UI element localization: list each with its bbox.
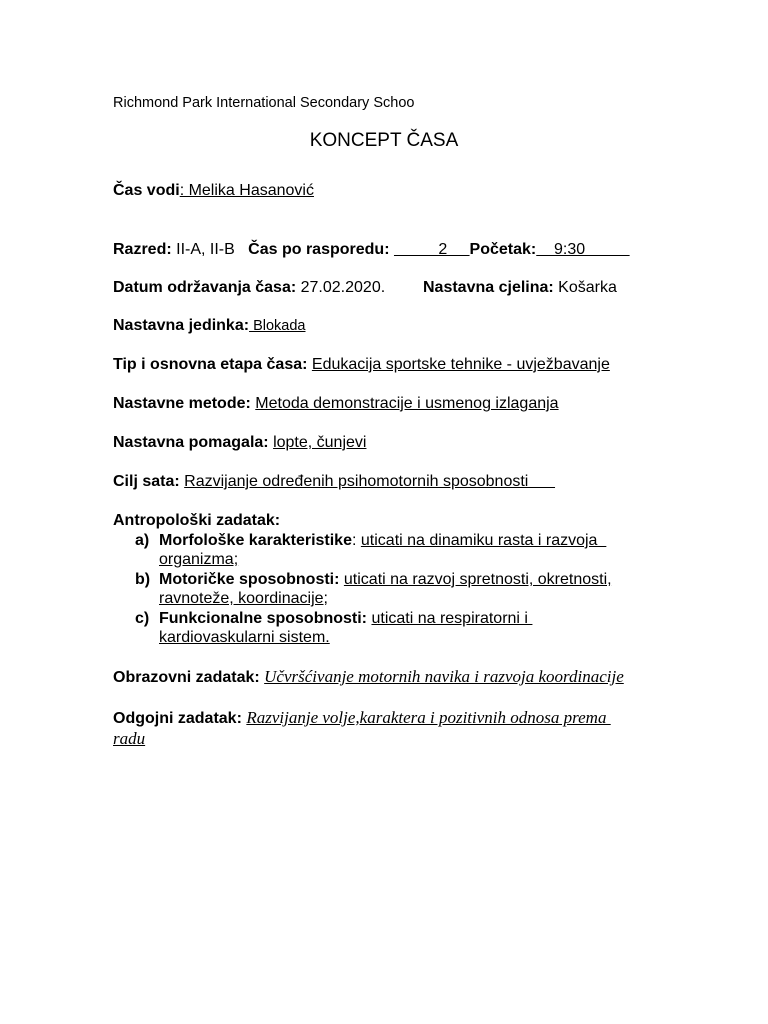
anthropological-heading: Antropološki zadatak: [113, 512, 281, 529]
upbringing-row-cont [113, 729, 145, 750]
start-value: 9:30 [536, 241, 630, 258]
item-value: uticati na respiratorni i [371, 610, 533, 627]
goal-value: Razvijanje određenih psihomotornih sposobnosti [184, 473, 556, 490]
item-value: uticati na razvoj spretnosti, okretnosti, [343, 571, 612, 588]
unit-row [423, 278, 617, 298]
anthropological-item-b [135, 570, 612, 589]
teacher-value: : Melika Hasanović [179, 182, 314, 199]
aids-value: lopte, čunjevi [273, 434, 367, 451]
anthropological-item-c [135, 609, 532, 628]
aids-label: Nastavna pomagala: [113, 434, 269, 451]
anthropological-item-a [135, 531, 606, 550]
upbringing-value-cont: radu [113, 729, 146, 748]
educational-row [113, 667, 624, 688]
teacher-row [113, 181, 314, 201]
anthropological-item-b-cont [159, 589, 328, 608]
date-row [113, 278, 385, 298]
item-marker: c) [135, 610, 150, 627]
document-title: KONCEPT ČASA [309, 130, 459, 151]
class-row [113, 240, 630, 260]
item-value-cont: kardiovaskularni sistem. [159, 629, 330, 646]
anthropological-item-c-cont [159, 628, 330, 647]
methods-label: Nastavne metode: [113, 395, 251, 412]
anthropological-item-a-cont [159, 550, 238, 569]
goal-label: Cilj sata: [113, 473, 180, 490]
lesson-row [113, 316, 306, 336]
methods-value: Metoda demonstracije i usmenog izlaganja [255, 395, 559, 412]
upbringing-row [113, 708, 611, 729]
class-value: II-A, II-B [171, 241, 235, 258]
date-label: Datum održavanja časa: [113, 279, 297, 296]
item-value-cont: organizma; [159, 551, 239, 568]
schedule-value: 2 [393, 241, 470, 258]
teacher-label: Čas vodi [113, 182, 180, 199]
item-value-cont: ravnoteže, koordinacije; [159, 590, 328, 607]
item-label: Funkcionalne sposobnosti: [159, 610, 368, 627]
lesson-value: Blokada [249, 318, 306, 334]
start-label: Početak: [469, 241, 537, 258]
aids-row [113, 433, 366, 453]
upbringing-label: Odgojni zadatak: [113, 710, 242, 727]
upbringing-value: Razvijanje volje,karaktera i pozitivnih odnosa prema [246, 708, 611, 727]
item-sep: : [351, 532, 357, 549]
methods-row [113, 394, 559, 414]
type-row [113, 355, 610, 375]
unit-value: Košarka [553, 279, 617, 296]
school-name: Richmond Park International Secondary Schoo [113, 95, 415, 111]
item-value: uticati na dinamiku rasta i razvoja [360, 532, 607, 549]
lesson-label: Nastavna jedinka: [113, 317, 250, 334]
type-label: Tip i osnovna etapa časa: [113, 356, 308, 373]
educational-value: Učvršćivanje motornih navika i razvoja koordinacije [264, 667, 624, 686]
item-label: Motoričke sposobnosti: [159, 571, 340, 588]
type-value: Edukacija sportske tehnike - uvježbavanje [311, 356, 610, 373]
date-value: 27.02.2020. [296, 279, 386, 296]
item-marker: a) [135, 532, 150, 549]
class-label: Razred: [113, 241, 172, 258]
item-marker: b) [135, 571, 151, 588]
educational-label: Obrazovni zadatak: [113, 669, 260, 686]
unit-label: Nastavna cjelina: [423, 279, 554, 296]
item-label: Morfološke karakteristike [159, 532, 352, 549]
schedule-label: Čas po rasporedu: [248, 241, 390, 258]
goal-row [113, 472, 555, 492]
